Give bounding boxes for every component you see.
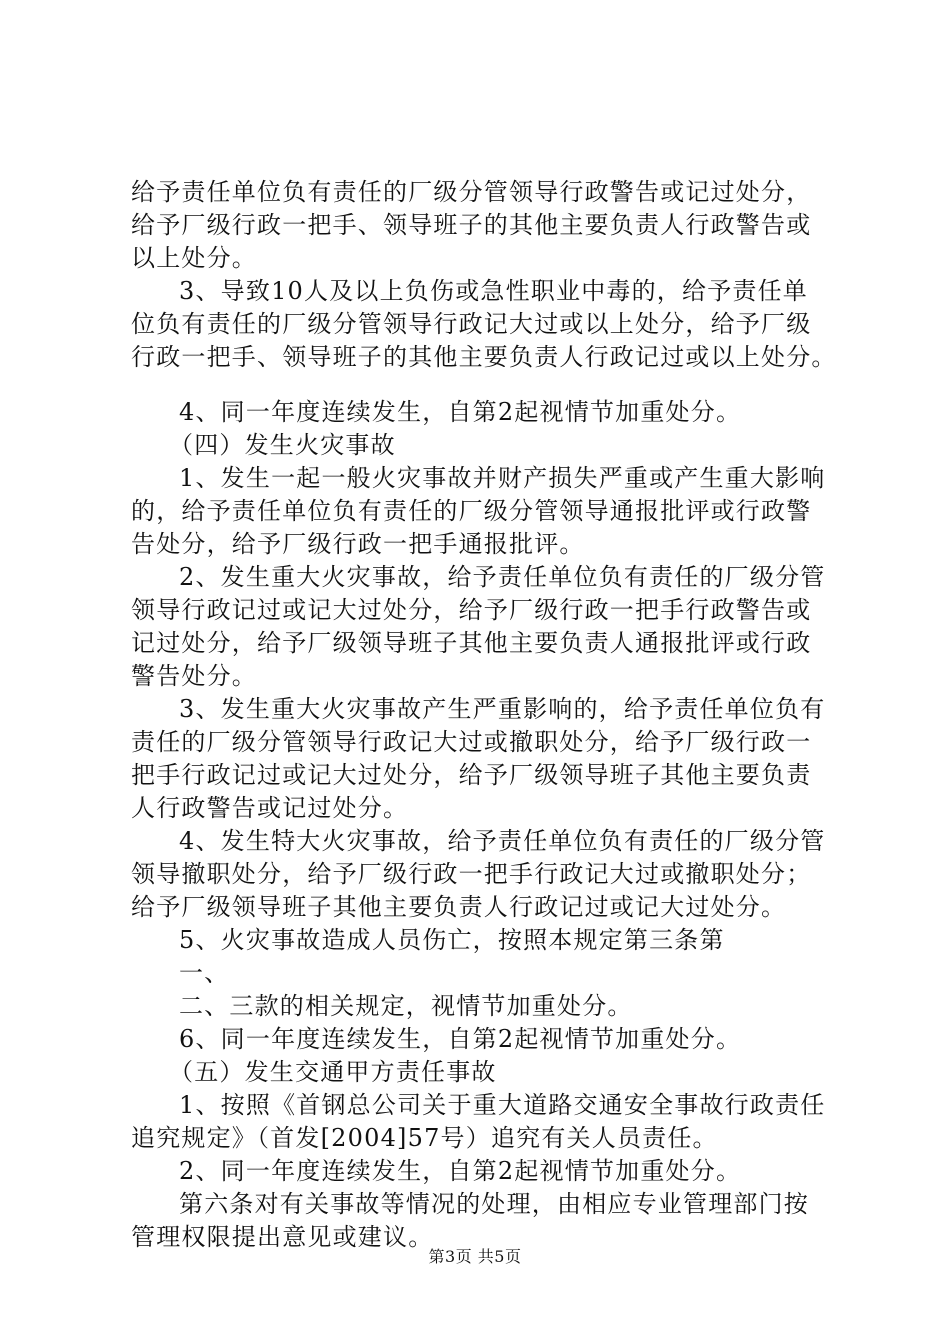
text-line: 二、三款的相关规定，视情节加重处分。 bbox=[179, 992, 633, 1020]
text-line: 管理权限提出意见或建议。 bbox=[131, 1223, 434, 1251]
text-line: 以上处分。 bbox=[131, 244, 257, 272]
text-line: 记过处分，给予厂级领导班子其他主要负责人通报批评或行政 bbox=[131, 629, 812, 657]
text-line: 2、同一年度连续发生，自第2起视情节加重处分。 bbox=[179, 1157, 742, 1185]
text-line: 领导撤职处分，给予厂级行政一把手行政记大过或撤职处分； bbox=[131, 860, 812, 888]
text-line: 1、发生一起一般火灾事故并财产损失严重或产生重大影响 bbox=[179, 464, 826, 492]
text-line: 把手行政记过或记大过处分，给予厂级领导班子其他主要负责 bbox=[131, 761, 812, 789]
text-line: 的，给予责任单位负有责任的厂级分管领导通报批评或行政警 bbox=[131, 497, 812, 525]
text-line: 人行政警告或记过处分。 bbox=[131, 794, 409, 822]
text-line: 给予厂级领导班子其他主要负责人行政记过或记大过处分。 bbox=[131, 893, 787, 921]
text-line: 一、 bbox=[179, 959, 230, 987]
text-line: 行政一把手、领导班子的其他主要负责人行政记过或以上处分。 bbox=[131, 343, 837, 371]
text-line: 位负有责任的厂级分管领导行政记大过或以上处分，给予厂级 bbox=[131, 310, 812, 338]
text-line: 1、按照《首钢总公司关于重大道路交通安全事故行政责任 bbox=[179, 1091, 826, 1119]
text-line: 责任的厂级分管领导行政记大过或撤职处分，给予厂级行政一 bbox=[131, 728, 812, 756]
text-line: 给予厂级行政一把手、领导班子的其他主要负责人行政警告或 bbox=[131, 211, 812, 239]
text-line: 领导行政记过或记大过处分，给予厂级行政一把手行政警告或 bbox=[131, 596, 812, 624]
section-heading: （四）发生火灾事故 bbox=[169, 431, 396, 459]
text-line: 第六条对有关事故等情况的处理，由相应专业管理部门按 bbox=[179, 1190, 809, 1218]
text-line: 6、同一年度连续发生，自第2起视情节加重处分。 bbox=[179, 1025, 742, 1053]
text-line: 给予责任单位负有责任的厂级分管领导行政警告或记过处分， bbox=[131, 178, 812, 206]
text-line: 4、发生特大火灾事故，给予责任单位负有责任的厂级分管 bbox=[179, 827, 826, 855]
section-heading: （五）发生交通甲方责任事故 bbox=[169, 1058, 497, 1086]
text-line: 3、发生重大火灾事故产生严重影响的，给予责任单位负有 bbox=[179, 695, 826, 723]
text-line: 告处分，给予厂级行政一把手通报批评。 bbox=[131, 530, 585, 558]
document-body bbox=[131, 176, 837, 1254]
text-line: 3、导致10人及以上负伤或急性职业中毒的，给予责任单 bbox=[179, 277, 809, 305]
page-number-footer: 第3页 共5页 bbox=[428, 1247, 522, 1266]
text-line: 5、火灾事故造成人员伤亡，按照本规定第三条第 bbox=[179, 926, 725, 954]
text-line: 4、同一年度连续发生，自第2起视情节加重处分。 bbox=[179, 398, 742, 426]
text-line: 2、发生重大火灾事故，给予责任单位负有责任的厂级分管 bbox=[179, 563, 826, 591]
text-line: 追究规定》（首发[2004]57号）追究有关人员责任。 bbox=[131, 1124, 718, 1152]
text-line: 警告处分。 bbox=[131, 662, 257, 690]
